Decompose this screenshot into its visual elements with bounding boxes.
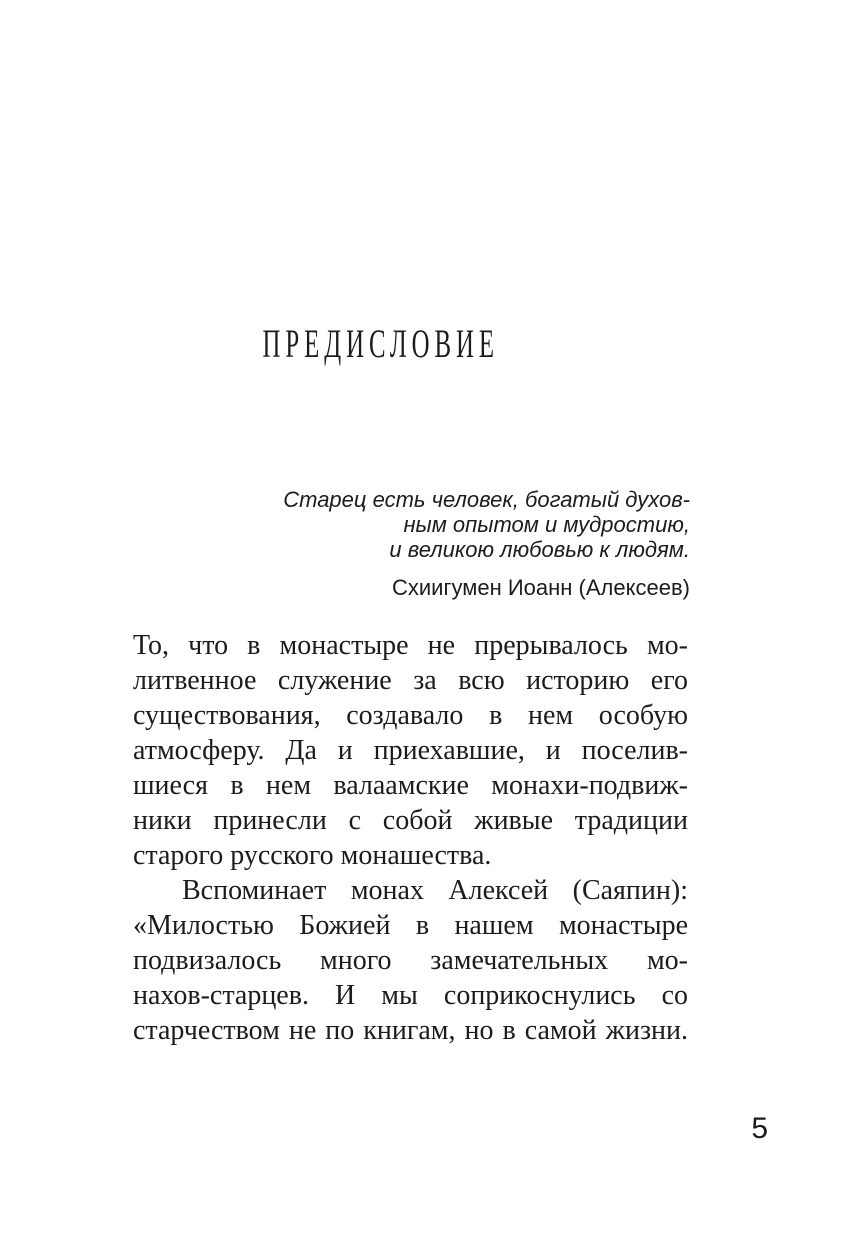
- body-line: атмосферу. Да и приехавшие, и поселив-: [133, 735, 688, 766]
- body-line: подвизалось много замечательных мо-: [133, 945, 688, 976]
- chapter-heading: [133, 321, 628, 366]
- epigraph: [283, 487, 690, 600]
- body-line: шиеся в нем валаамские монахи-подвиж-: [133, 770, 688, 801]
- body-line: нахов-старцев. И мы соприкоснулись со: [133, 980, 688, 1011]
- body-line: Вспоминает монах Алексей (Саяпин):: [182, 875, 688, 906]
- body-line: старчеством не по книгам, но в самой жизни.: [133, 1015, 688, 1046]
- page-title: ПРЕДИСЛОВИЕ: [262, 321, 499, 366]
- body-line: «Милостью Божией в нашем монастыре: [133, 910, 688, 941]
- body-text: [133, 628, 688, 1048]
- epigraph-lines: [283, 487, 690, 562]
- body-line: старого русского монашества.: [133, 840, 492, 871]
- body-line: существования, создавало в нем особую: [133, 700, 688, 731]
- epigraph-attribution: Схиигумен Иоанн (Алексеев): [392, 575, 690, 600]
- epigraph-line: ным опытом и мудростию,: [403, 512, 690, 537]
- body-line: То, что в монастыре не прерывалось мо-: [133, 630, 688, 661]
- epigraph-line: и великою любовью к людям.: [389, 537, 690, 562]
- body-line: литвенное служение за всю историю его: [133, 665, 688, 696]
- body-line: ники принесли с собой живые традиции: [133, 805, 688, 836]
- page-number: 5: [751, 1112, 768, 1145]
- epigraph-line: Старец есть человек, богатый духов-: [283, 487, 690, 512]
